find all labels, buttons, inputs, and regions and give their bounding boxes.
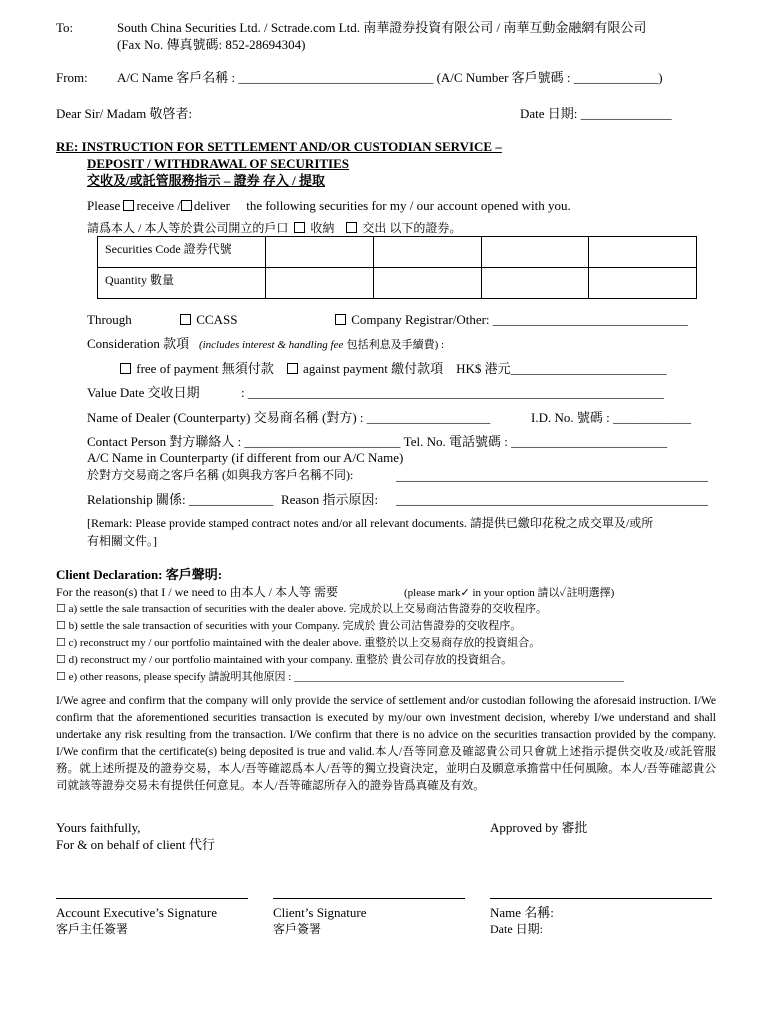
declaration-option-b[interactable]: ☐ b) settle the sale transaction of securities with your Company. 完成於 貴公司沽售證券的交收程序。 <box>56 620 522 632</box>
ccass-checkbox[interactable] <box>180 314 191 325</box>
relationship-field[interactable]: Relationship 關係: _____________ <box>87 492 274 507</box>
receive-label: receive / <box>136 198 181 213</box>
agreement-paragraph: I/We agree and confirm that the company will only provide the service of settlement and/or custodian following the aforesaid instruction. I/We confirm that the aforementioned securities transaction is executed by my/our own investment decision, whereby I/we understand and shall undertake any risk resulting from the transaction. I/We confirm that there is no advice on the securities transaction provided by the company. I/We confirm that the certificate(s) being deposited is true and valid.本人/吾等同意及確認貴公司只會就上述指示提供交收及/或託管服務。就上述所提及的證券交易，本人/吾等確認爲本人/吾等的獨立投資決定，並明白及願意承擔當中任何風險。本人/吾等確認貴公司就該等證券交易未有提供任何意見。本人/吾等確認所存入的證券皆爲真確及有效。 <box>56 695 716 792</box>
date-field[interactable]: Date 日期: ______________ <box>520 106 672 121</box>
id-number-field[interactable]: I.D. No. 號碼 : ____________ <box>531 410 691 425</box>
table-row <box>98 237 697 268</box>
declaration-option-c[interactable]: ☐ c) reconstruct my / our portfolio maintained with the dealer above. 重整於以上交易商存放的投資組合。 <box>56 637 541 649</box>
fax-line: (Fax No. 傳真號碼: 852-28694304) <box>117 37 306 52</box>
to-label: To: <box>56 20 74 35</box>
registrar-checkbox[interactable] <box>335 314 346 325</box>
consideration-label: Consideration 款項 <box>87 336 190 351</box>
contact-tel-field[interactable]: Contact Person 對方聯絡人 : ________________________ Tel. No. 電話號碼 : ________________________ <box>87 434 668 449</box>
yours-faithfully: Yours faithfully, <box>56 820 141 835</box>
deliver-checkbox[interactable] <box>181 200 192 211</box>
free-payment-label: free of payment 無須付款 <box>136 361 274 376</box>
client-signature-label-cn: 客戶簽署 <box>273 922 322 936</box>
approved-by: Approved by 審批 <box>490 820 588 835</box>
receive-cn-checkbox[interactable] <box>294 222 305 233</box>
against-payment-checkbox[interactable] <box>287 363 298 374</box>
re-title-line1: RE: INSTRUCTION FOR SETTLEMENT AND/OR CUSTODIAN SERVICE – <box>56 139 502 154</box>
ae-signature-label: Account Executive’s Signature <box>56 905 218 920</box>
securities-code-cell[interactable] <box>482 237 589 268</box>
counterparty-ac-name-cn: 於對方交易商之客戶名稱 (如與我方客戶名稱不同): <box>87 468 354 482</box>
declaration-option-d[interactable]: ☐ d) reconstruct my / our portfolio maintained with your company. 重整於 貴公司存放的投資組合。 <box>56 654 513 666</box>
against-payment-label: against payment 繳付款項 <box>303 361 444 376</box>
instruction-line-en <box>87 198 571 213</box>
consideration-note: (includes interest & handling fee <box>198 339 344 351</box>
client-signature-label: Client’s Signature <box>273 905 367 920</box>
through-label: Through <box>87 312 132 327</box>
consideration-line <box>87 336 444 353</box>
securities-code-cell[interactable] <box>266 237 374 268</box>
please-text: Please <box>87 198 121 213</box>
free-payment-checkbox[interactable] <box>120 363 131 374</box>
value-date-label: Value Date 交收日期 <box>87 385 200 400</box>
consideration-note-cn: 包括利息及手續費) : <box>346 339 445 351</box>
following-text: the following securities for my / our account opened with you. <box>246 198 571 213</box>
re-title-line2: DEPOSIT / WITHDRAWAL OF SECURITIES <box>87 156 350 171</box>
instruction-line-cn <box>87 221 461 236</box>
declaration-option-e[interactable]: ☐ e) other reasons, please specify 請說明其他原因 : ____________________________________________________________ <box>56 671 625 683</box>
ae-signature-line[interactable] <box>56 898 248 899</box>
on-behalf-of-client: For & on behalf of client 代行 <box>56 837 215 852</box>
quantity-label: Quantity 數量 <box>98 268 266 299</box>
quantity-cell[interactable] <box>266 268 374 299</box>
recipient-line: South China Securities Ltd. / Sctrade.com Ltd. 南華證券投資有限公司 / 南華互動金融網有限公司 <box>117 20 647 35</box>
remark-line1: [Remark: Please provide stamped contract notes and/or all relevant documents. 請提供已繳印花稅之成交單及/或所 <box>87 516 654 530</box>
approver-signature-line[interactable] <box>490 898 712 899</box>
declaration-option-a[interactable]: ☐ a) settle the sale transaction of securities with the dealer above. 完成於以上交易商沽售證券的交收程序。 <box>56 603 547 615</box>
approver-date-field[interactable]: Date 日期: <box>490 922 543 936</box>
client-signature-line[interactable] <box>273 898 465 899</box>
from-account-fields[interactable]: A/C Name 客戶名稱 : ______________________________ (A/C Number 客戶號碼 : _____________) <box>117 70 663 85</box>
securities-code-label: Securities Code 證券代號 <box>98 237 266 268</box>
securities-code-cell[interactable] <box>374 237 482 268</box>
payment-options <box>120 361 667 376</box>
deliver-label: deliver <box>193 198 230 213</box>
reason-label: Reason 指示原因: <box>281 492 379 507</box>
securities-table <box>97 236 697 299</box>
ccass-label: CCASS <box>196 312 238 327</box>
salutation: Dear Sir/ Madam 敬啓者: <box>56 106 193 121</box>
declaration-intro <box>56 585 338 600</box>
hkd-amount-field[interactable]: HK$ 港元________________________ <box>456 361 667 376</box>
remark-line2: 有相關文件。] <box>87 534 157 548</box>
deliver-cn-checkbox[interactable] <box>346 222 357 233</box>
quantity-cell[interactable] <box>589 268 697 299</box>
quantity-cell[interactable] <box>374 268 482 299</box>
receive-checkbox[interactable] <box>123 200 134 211</box>
re-title-chinese: 交收及/或託管服務指示 – 證券 存入 / 提取 <box>87 173 325 188</box>
counterparty-ac-name-label: A/C Name in Counterparty (if different from our A/C Name) <box>87 450 404 465</box>
securities-code-cell[interactable] <box>589 237 697 268</box>
counterparty-ac-name-field[interactable]: ________________________________________________ <box>396 468 708 483</box>
table-row <box>98 268 697 299</box>
instruction-cn-prefix: 請爲本人 / 本人等於貴公司開立的戶口 <box>87 221 289 235</box>
value-date-field[interactable]: : ________________________________________________________________ <box>241 385 664 400</box>
approver-name-field[interactable]: Name 名稱: <box>490 905 554 920</box>
registrar-label: Company Registrar/Other: ______________________________ <box>351 312 688 327</box>
registrar-option[interactable] <box>335 312 688 327</box>
ccass-option[interactable] <box>180 312 237 327</box>
ae-signature-label-cn: 客戶主任簽署 <box>56 922 129 936</box>
receive-cn-label: 收納 <box>310 221 335 235</box>
from-label: From: <box>56 70 88 85</box>
reason-field[interactable]: ________________________________________________ <box>396 492 708 507</box>
mark-note: (please mark✓ in your option 請以✓註明選擇) <box>404 587 615 599</box>
dealer-name-field[interactable]: Name of Dealer (Counterparty) 交易商名稱 (對方) : ___________________ <box>87 410 491 425</box>
quantity-cell[interactable] <box>482 268 589 299</box>
declaration-intro-text: For the reason(s) that I / we need to 由本人 / 本人等 需要 <box>56 585 338 599</box>
declaration-title: Client Declaration: 客戶聲明: <box>56 567 223 582</box>
deliver-cn-label: 交出 以下的證券。 <box>362 221 462 235</box>
